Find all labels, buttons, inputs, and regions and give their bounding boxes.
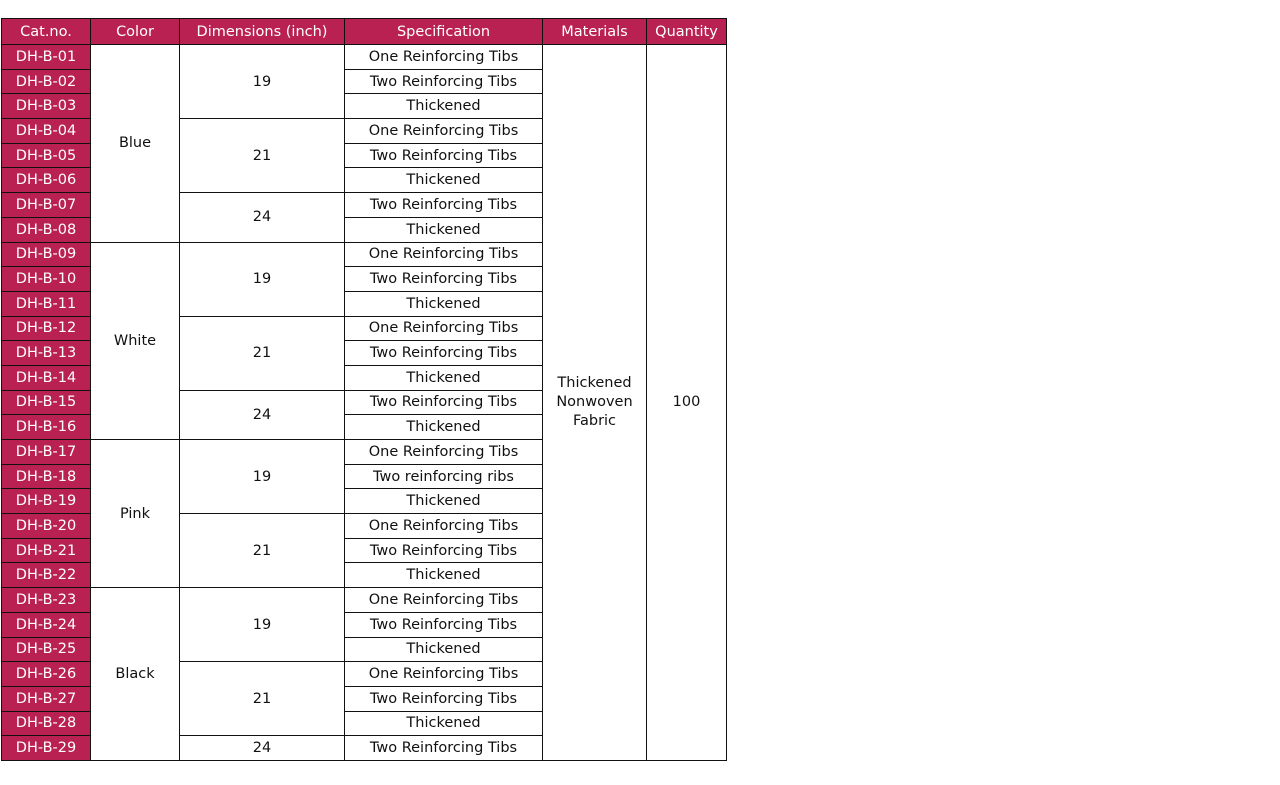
header-quantity: Quantity	[647, 19, 727, 45]
dimension-cell: 24	[180, 193, 345, 242]
specification-cell: Two Reinforcing Tibs	[345, 538, 543, 563]
cat-no-cell: DH-B-07	[2, 193, 91, 218]
header-materials: Materials	[543, 19, 647, 45]
materials-line: Fabric	[572, 412, 617, 429]
cat-no-cell: DH-B-02	[2, 69, 91, 94]
specification-cell: One Reinforcing Tibs	[345, 119, 543, 144]
color-cell: Black	[91, 588, 180, 761]
specification-cell: Two Reinforcing Tibs	[345, 612, 543, 637]
header-color: Color	[91, 19, 180, 45]
dimension-cell: 19	[180, 45, 345, 119]
specification-cell: One Reinforcing Tibs	[345, 316, 543, 341]
cat-no-cell: DH-B-25	[2, 637, 91, 662]
specification-cell: Two Reinforcing Tibs	[345, 341, 543, 366]
specification-cell: One Reinforcing Tibs	[345, 440, 543, 465]
table-row	[2, 45, 727, 70]
cat-no-cell: DH-B-18	[2, 464, 91, 489]
table-header-row	[2, 19, 727, 45]
header-dimensions: Dimensions (inch)	[180, 19, 345, 45]
specification-cell: Thickened	[345, 415, 543, 440]
specification-cell: Thickened	[345, 94, 543, 119]
specification-cell: Two Reinforcing Tibs	[345, 267, 543, 292]
cat-no-cell: DH-B-20	[2, 514, 91, 539]
specification-cell: Thickened	[345, 637, 543, 662]
cat-no-cell: DH-B-26	[2, 662, 91, 687]
specification-cell: Two Reinforcing Tibs	[345, 193, 543, 218]
cat-no-cell: DH-B-23	[2, 588, 91, 613]
cat-no-cell: DH-B-29	[2, 736, 91, 761]
specification-cell: One Reinforcing Tibs	[345, 242, 543, 267]
specification-cell: Two reinforcing ribs	[345, 464, 543, 489]
cat-no-cell: DH-B-08	[2, 217, 91, 242]
materials-line: Nonwoven	[556, 393, 633, 410]
specification-cell: One Reinforcing Tibs	[345, 45, 543, 70]
specification-cell: Thickened	[345, 711, 543, 736]
specification-cell: Two Reinforcing Tibs	[345, 390, 543, 415]
specification-cell: Two Reinforcing Tibs	[345, 69, 543, 94]
cat-no-cell: DH-B-19	[2, 489, 91, 514]
cat-no-cell: DH-B-14	[2, 365, 91, 390]
specification-cell: One Reinforcing Tibs	[345, 662, 543, 687]
dimension-cell: 21	[180, 662, 345, 736]
cat-no-cell: DH-B-21	[2, 538, 91, 563]
cat-no-cell: DH-B-15	[2, 390, 91, 415]
quantity-cell: 100	[647, 45, 727, 761]
dimension-cell: 21	[180, 316, 345, 390]
header-specification: Specification	[345, 19, 543, 45]
specification-cell: Thickened	[345, 291, 543, 316]
cat-no-cell: DH-B-11	[2, 291, 91, 316]
dimension-cell: 24	[180, 390, 345, 439]
cat-no-cell: DH-B-27	[2, 686, 91, 711]
cat-no-cell: DH-B-04	[2, 119, 91, 144]
table-body	[2, 45, 727, 761]
cat-no-cell: DH-B-06	[2, 168, 91, 193]
dimension-cell: 19	[180, 440, 345, 514]
color-cell: Blue	[91, 45, 180, 243]
cat-no-cell: DH-B-01	[2, 45, 91, 70]
specification-cell: Thickened	[345, 365, 543, 390]
cat-no-cell: DH-B-09	[2, 242, 91, 267]
specification-cell: Thickened	[345, 489, 543, 514]
header-cat-no: Cat.no.	[2, 19, 91, 45]
cat-no-cell: DH-B-12	[2, 316, 91, 341]
materials-cell	[543, 45, 647, 761]
specification-cell: Two Reinforcing Tibs	[345, 686, 543, 711]
cat-no-cell: DH-B-05	[2, 143, 91, 168]
dimension-cell: 21	[180, 514, 345, 588]
dimension-cell: 24	[180, 736, 345, 761]
dimension-cell: 19	[180, 242, 345, 316]
cat-no-cell: DH-B-16	[2, 415, 91, 440]
cat-no-cell: DH-B-10	[2, 267, 91, 292]
cat-no-cell: DH-B-24	[2, 612, 91, 637]
dimension-cell: 19	[180, 588, 345, 662]
dimension-cell: 21	[180, 119, 345, 193]
specification-cell: One Reinforcing Tibs	[345, 588, 543, 613]
specification-cell: Two Reinforcing Tibs	[345, 736, 543, 761]
cat-no-cell: DH-B-13	[2, 341, 91, 366]
color-cell: White	[91, 242, 180, 440]
specification-cell: One Reinforcing Tibs	[345, 514, 543, 539]
cat-no-cell: DH-B-28	[2, 711, 91, 736]
product-spec-table	[1, 18, 727, 761]
cat-no-cell: DH-B-03	[2, 94, 91, 119]
color-cell: Pink	[91, 440, 180, 588]
materials-line: Thickened	[557, 374, 632, 391]
specification-cell: Two Reinforcing Tibs	[345, 143, 543, 168]
specification-cell: Thickened	[345, 168, 543, 193]
cat-no-cell: DH-B-17	[2, 440, 91, 465]
specification-cell: Thickened	[345, 563, 543, 588]
cat-no-cell: DH-B-22	[2, 563, 91, 588]
specification-cell: Thickened	[345, 217, 543, 242]
